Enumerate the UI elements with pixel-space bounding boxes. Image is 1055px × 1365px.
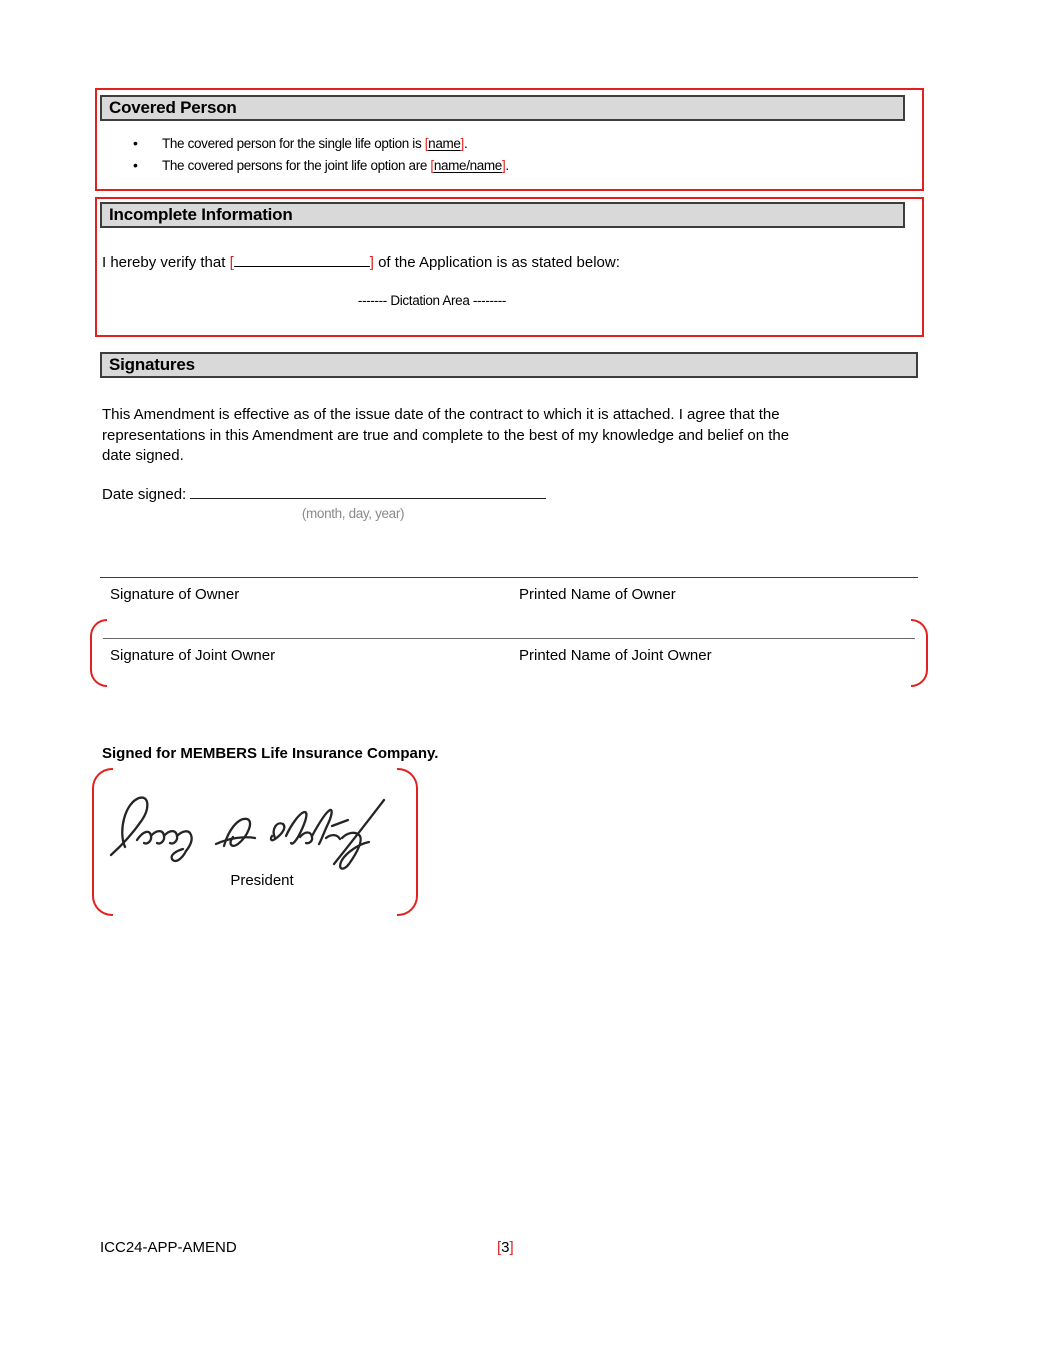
page-number [497,1238,514,1259]
red-bracket-open: [ [430,158,434,173]
verify-suffix: of the Application is as stated below: [373,254,620,271]
company-signed-heading: Signed for MEMBERS Life Insurance Company. [102,745,439,762]
bullet-text: The covered persons for the joint life option are [162,158,431,173]
incomplete-information-title: Incomplete Information [109,205,293,224]
date-signed-blank [190,484,546,499]
date-signed-label: Date signed: [102,486,191,503]
red-bracket-close: ] [369,254,374,271]
verify-statement [102,252,882,274]
paragraph-line: date signed. [102,447,184,464]
list-item [131,136,891,151]
signatures-title: Signatures [109,355,195,374]
verify-blank-field [234,252,370,267]
president-title-label: President [230,872,294,889]
signatures-paragraph [102,405,912,467]
red-bracket-close: ] [501,158,506,173]
joint-owner-signature-line [103,638,915,639]
joint-owner-right-bracket-icon [911,619,928,687]
joint-owner-left-bracket-icon [90,619,107,687]
bullet-icon: • [133,135,138,151]
name-placeholder-field: name/name [433,158,502,173]
page-number-value: 3 [501,1239,510,1256]
date-format-hint: (month, day, year) [301,506,405,521]
form-number: ICC24-APP-AMEND [100,1239,237,1256]
owner-signature-label: Signature of Owner [110,586,240,603]
list-item [131,158,891,173]
bullet-text-suffix: . [463,136,468,151]
page-number-bracket-open: [ [497,1239,502,1256]
red-bracket-open: [ [424,136,429,151]
dictation-area-label: ------- Dictation Area -------- [357,293,507,308]
page-number-bracket-close: ] [509,1239,514,1256]
bullet-icon: • [133,157,138,173]
covered-person-title: Covered Person [109,98,237,117]
date-signed-row [102,484,546,506]
owner-signature-line [100,577,918,578]
joint-owner-printed-name-label: Printed Name of Joint Owner [519,647,712,664]
verify-prefix: I hereby verify that [102,254,230,271]
incomplete-information-header [100,202,905,228]
bullet-text-suffix: . [505,158,509,173]
paragraph-line: representations in this Amendment are true and complete to the best of my knowledge and belief on the [102,426,790,444]
signatures-header [100,352,918,378]
covered-person-header [100,95,905,121]
paragraph-line: This Amendment is effective as of the issue date of the contract to which it is attached. I agree that the [102,406,780,423]
owner-printed-name-label: Printed Name of Owner [519,586,676,603]
name-placeholder-field: name [428,136,461,151]
bullet-text: The covered person for the single life option is [162,136,425,151]
joint-owner-signature-label: Signature of Joint Owner [110,647,276,664]
red-bracket-close: ] [460,136,464,151]
red-bracket-open: [ [229,254,234,271]
covered-person-bullet-list [131,136,891,180]
president-signature-image [103,787,408,875]
